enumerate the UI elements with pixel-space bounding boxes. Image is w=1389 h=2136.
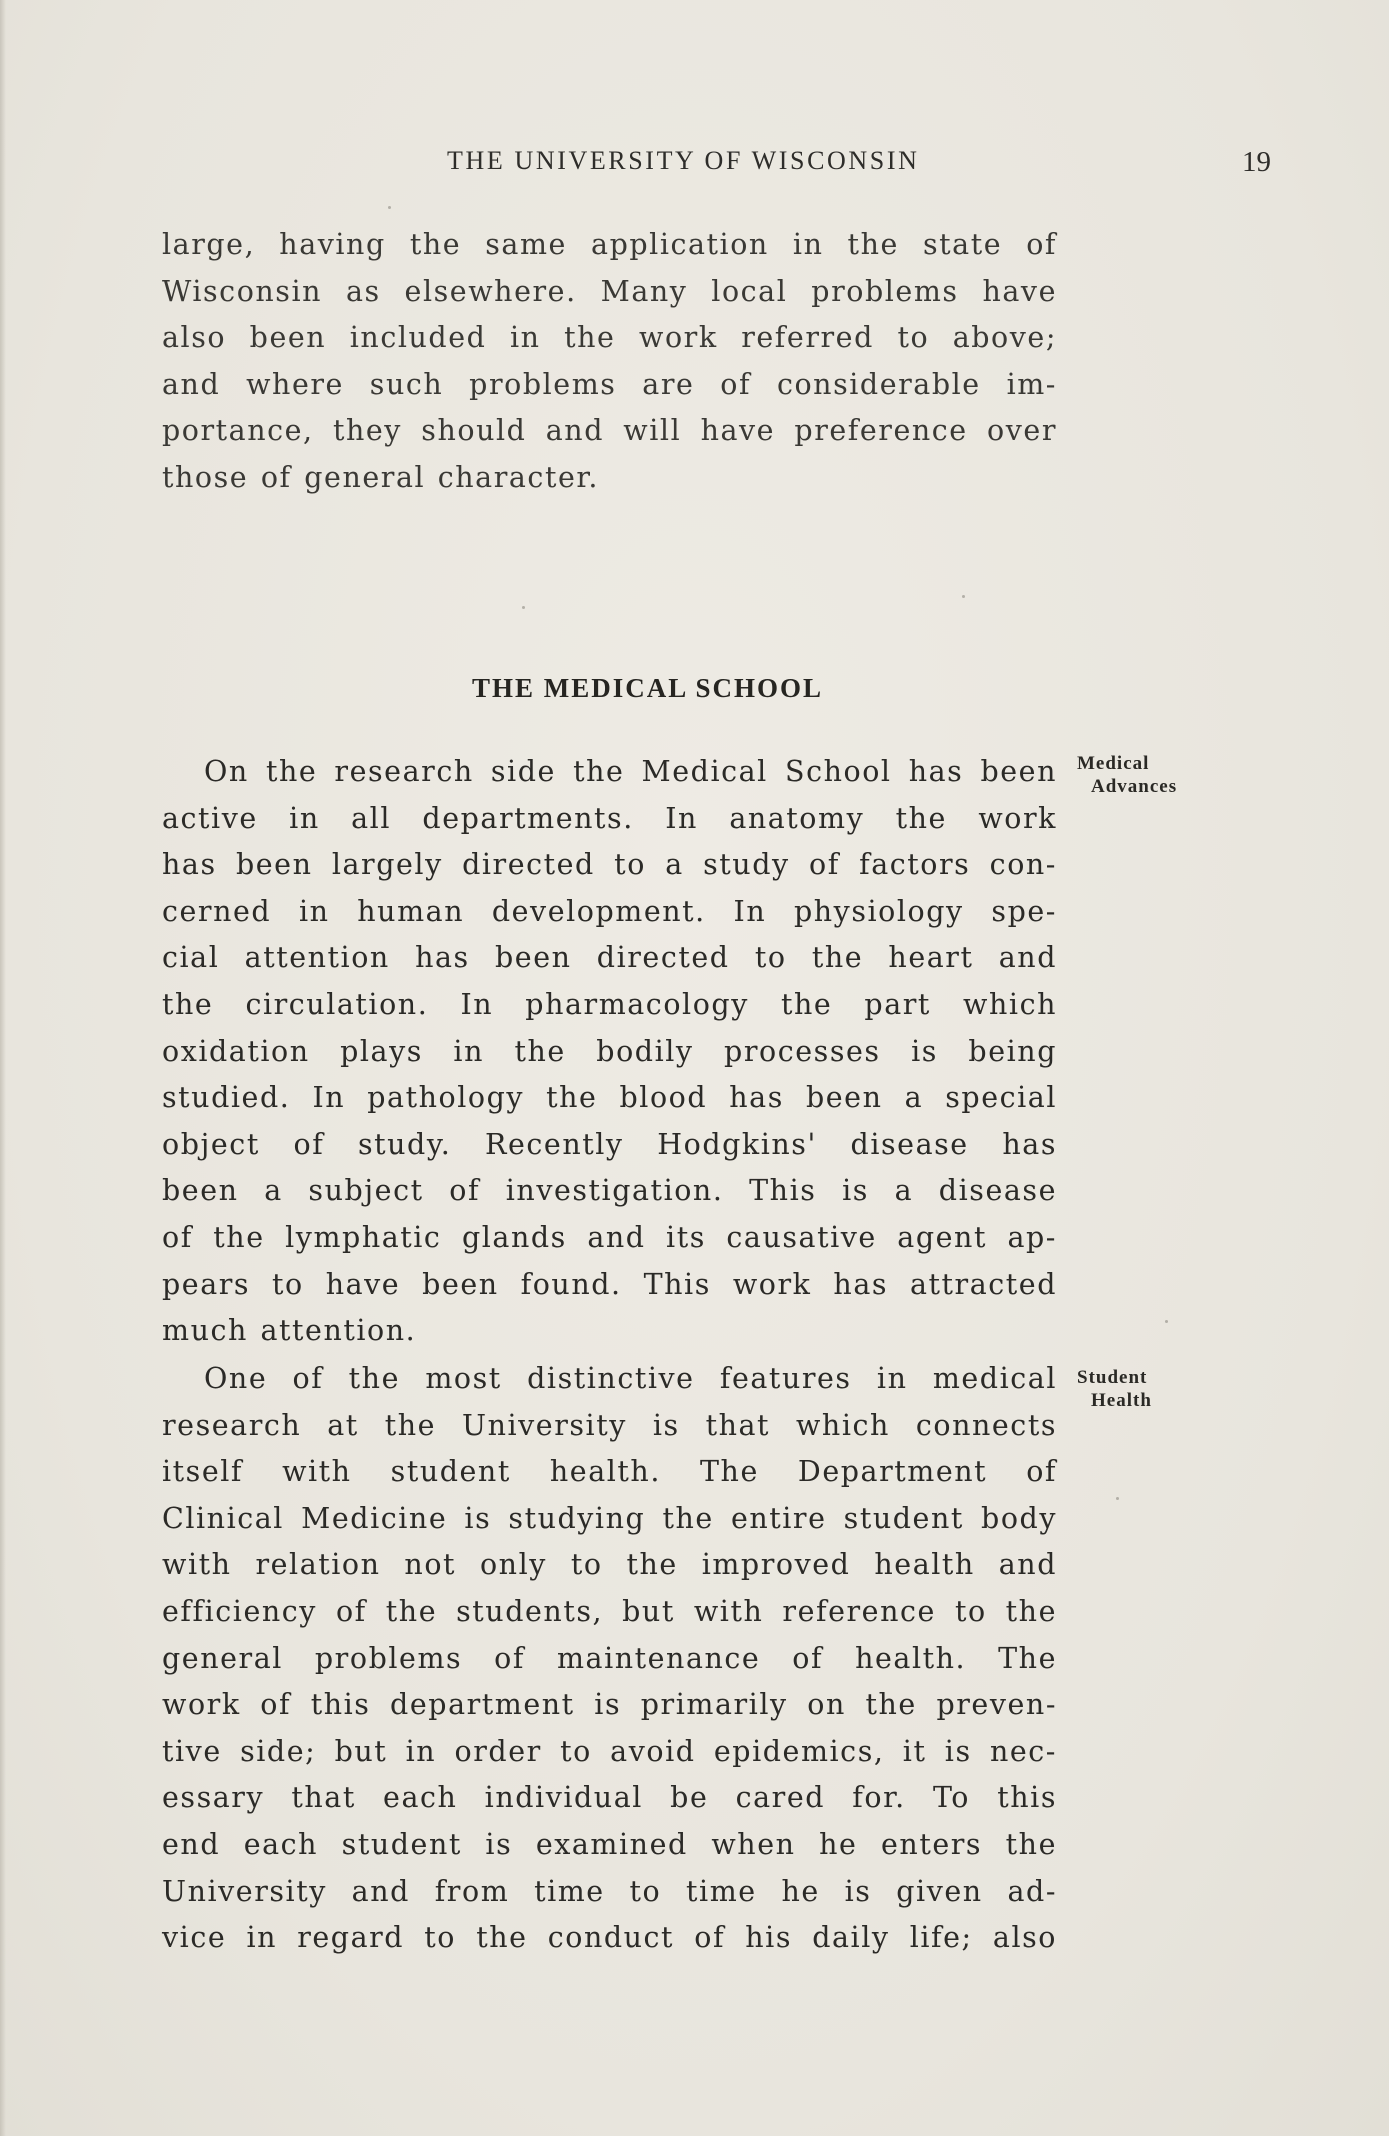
text-line: has been largely directed to a study of factors con- [162, 848, 1057, 882]
margin-note-student-health [1077, 1366, 1152, 1412]
text-line: On the research side the Medical School has been [204, 755, 1057, 788]
text-line: essary that each individual be cared for. To this [162, 1781, 1057, 1815]
section-heading [160, 673, 1230, 704]
text-line: efficiency of the students, but with reference to the [162, 1594, 1057, 1628]
text-line: University and from time to time he is given ad- [162, 1874, 1057, 1908]
text-line: cerned in human development. In physiology spe- [162, 894, 1057, 928]
text-line: pears to have been found. This work has attracted [162, 1267, 1057, 1301]
text-line: those of general character. [162, 460, 600, 494]
text-line: large, having the same application in the state of [162, 228, 1057, 261]
text-line: the circulation. In pharmacology the part which [162, 987, 1057, 1021]
running-head [160, 146, 1271, 186]
text-line: vice in regard to the conduct of his daily life; also [162, 1921, 1057, 1955]
text-line: active in all departments. In anatomy the work [162, 801, 1057, 835]
paper-speck [962, 595, 965, 598]
text-line: itself with student health. The Department of [162, 1455, 1057, 1489]
text-line: of the lymphatic glands and its causative agent ap- [162, 1220, 1057, 1254]
text-line: also been included in the work referred to above; [162, 321, 1057, 355]
text-line: research at the University is that which connects [162, 1408, 1057, 1442]
text-line: One of the most distinctive features in medical [204, 1362, 1057, 1395]
paper-speck [1165, 1320, 1168, 1323]
text-line: Wisconsin as elsewhere. Many local problems have [162, 274, 1057, 308]
text-line: with relation not only to the improved health and [162, 1548, 1057, 1582]
margin-note-line: Student [1077, 1367, 1148, 1388]
running-title: THE UNIVERSITY OF WISCONSIN [447, 146, 920, 175]
text-line: object of study. Recently Hodgkins' disease has [162, 1127, 1057, 1161]
paragraph-student-health [162, 1356, 1057, 1962]
text-line: work of this department is primarily on the preven- [162, 1688, 1057, 1722]
text-line: studied. In pathology the blood has been a special [162, 1081, 1057, 1115]
paper-speck [522, 606, 525, 609]
page-edge-shadow [0, 0, 6, 2136]
text-line: oxidation plays in the bodily processes is being [162, 1034, 1057, 1068]
text-line: Clinical Medicine is studying the entire student body [162, 1501, 1057, 1535]
text-line: been a subject of investigation. This is a disease [162, 1174, 1057, 1208]
text-line: portance, they should and will have preference over [162, 414, 1057, 448]
paper-speck [1116, 1497, 1119, 1500]
text-line: cial attention has been directed to the heart and [162, 941, 1057, 975]
text-line: end each student is examined when he enters the [162, 1827, 1057, 1861]
paragraph-continued [162, 222, 1057, 502]
page-number: 19 [1242, 146, 1271, 178]
paper-speck [388, 206, 391, 209]
text-line: tive side; but in order to avoid epidemics, it is nec- [162, 1734, 1057, 1768]
section-heading-text: THE MEDICAL SCHOOL [471, 673, 824, 703]
text-line: and where such problems are of considerable im- [162, 367, 1057, 401]
text-line: much attention. [162, 1314, 417, 1348]
margin-note-medical-advances [1077, 752, 1177, 798]
margin-note-line: Medical [1077, 753, 1150, 774]
margin-note-line: Advances [1091, 776, 1178, 797]
margin-note-line: Health [1091, 1390, 1152, 1411]
text-line: general problems of maintenance of health. The [162, 1641, 1057, 1675]
paragraph-medical-research [162, 749, 1057, 1355]
